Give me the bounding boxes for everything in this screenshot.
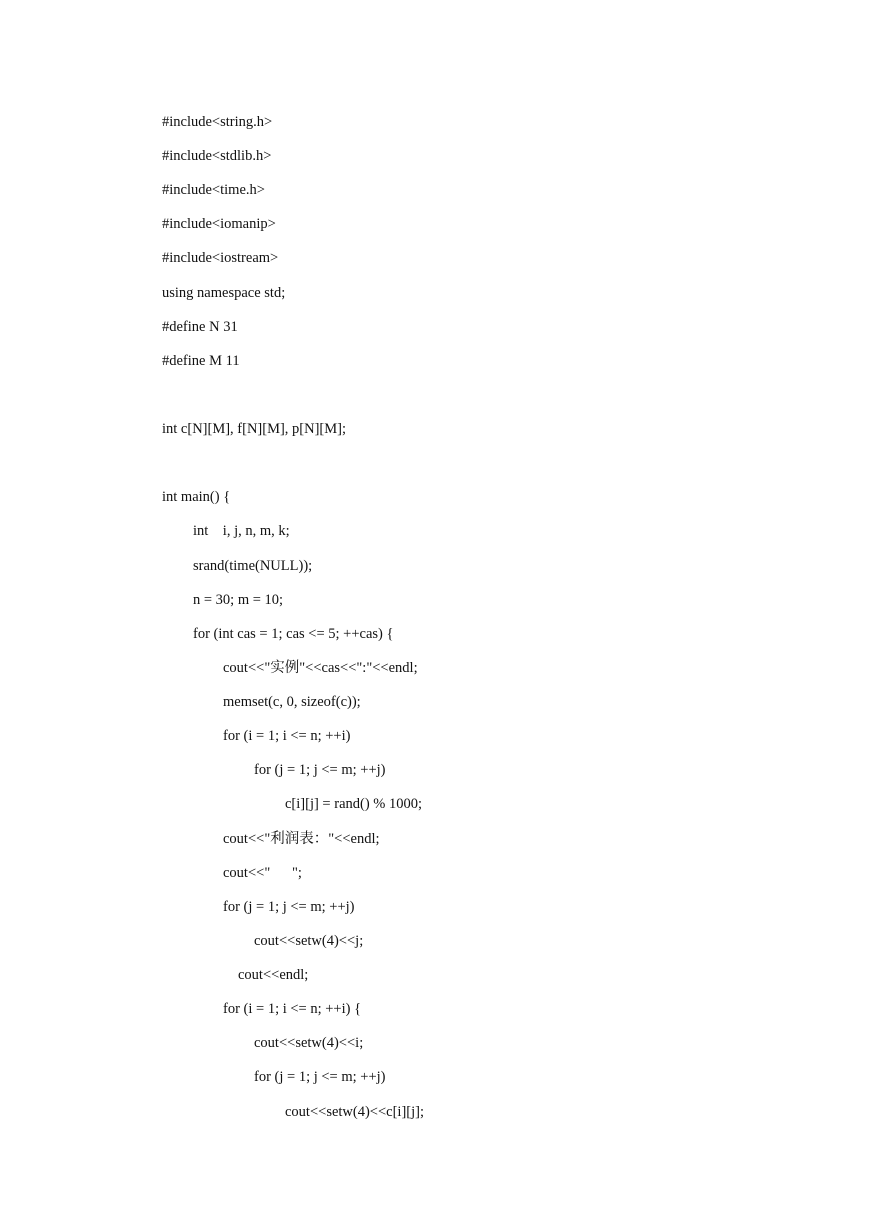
code-line-25: cout<<setw(4)<<j; — [254, 933, 364, 949]
code-line-8: #define M 11 — [162, 353, 240, 369]
code-line-13: int i, j, n, m, k; — [193, 523, 290, 539]
code-line-26: cout<<endl; — [238, 967, 309, 983]
code-line-1: #include<string.h> — [162, 114, 273, 130]
code-line-30: cout<<setw(4)<<c[i][j]; — [285, 1104, 424, 1120]
code-line-7: #define N 31 — [162, 319, 238, 335]
code-line-17: cout<<"实例"<<cas<<":"<<endl; — [223, 660, 418, 676]
code-line-14: srand(time(NULL)); — [193, 558, 313, 574]
code-line-29: for (j = 1; j <= m; ++j) — [254, 1069, 386, 1085]
code-line-10: int c[N][M], f[N][M], p[N][M]; — [162, 421, 347, 437]
code-line-12: int main() { — [162, 489, 231, 505]
code-line-21: c[i][j] = rand() % 1000; — [285, 796, 423, 812]
code-line-3: #include<time.h> — [162, 182, 265, 198]
code-line-28: cout<<setw(4)<<i; — [254, 1035, 364, 1051]
code-line-19: for (i = 1; i <= n; ++i) — [223, 728, 351, 744]
code-line-24: for (j = 1; j <= m; ++j) — [223, 899, 355, 915]
code-line-23: cout<<" "; — [223, 865, 302, 881]
code-line-22: cout<<"利润表："<<endl; — [223, 831, 380, 847]
code-line-27: for (i = 1; i <= n; ++i) { — [223, 1001, 362, 1017]
code-line-20: for (j = 1; j <= m; ++j) — [254, 762, 386, 778]
code-line-6: using namespace std; — [162, 285, 286, 301]
code-line-2: #include<stdlib.h> — [162, 148, 272, 164]
code-line-4: #include<iomanip> — [162, 216, 276, 232]
code-line-15: n = 30; m = 10; — [193, 592, 284, 608]
code-line-16: for (int cas = 1; cas <= 5; ++cas) { — [193, 626, 394, 642]
code-line-5: #include<iostream> — [162, 250, 279, 266]
code-line-18: memset(c, 0, sizeof(c)); — [223, 694, 361, 710]
